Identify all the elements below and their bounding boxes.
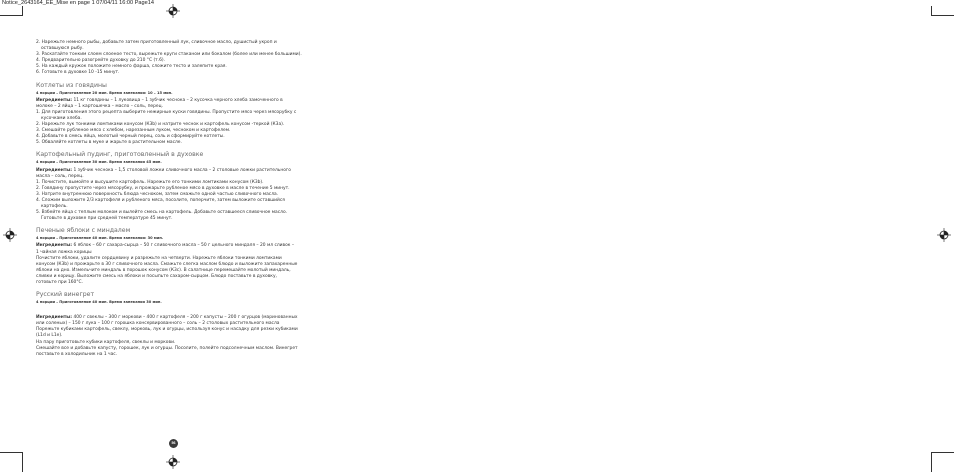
- step-line: 5. Взбейте яйца с теплым молоком и вылейте смесь на картофель. Добавьте оставшееся сливочное масло.: [36, 210, 288, 216]
- body-line: поставьте в холодильник на 1 час.: [36, 351, 118, 357]
- body-line: Смешайте все и добавьте капусту, горошек, лук и огурцы. Посолите, полейте подсолнечным маслом. Винегрет: [36, 345, 298, 351]
- recipe-meta: 4 порции – Приготовление 40 мин. Время запекания 30 мин.: [36, 300, 162, 305]
- recipe-title: Котлеты из говядины: [36, 81, 107, 89]
- registration-mark-icon: [166, 4, 180, 18]
- recipe-title: Печеные яблоки с миндалем: [36, 227, 131, 235]
- body-line: Порежьте кубиками картофель, свеклу, морковь, лук и огурцы, используя конус и насадку для резки кубиками: [36, 327, 298, 333]
- step-line: 1. Почистите, вымойте и высушите картофель. Нарежьте его тонкими ломтиками конусом (К3b).: [36, 179, 264, 185]
- recipe-title: Картофельный пудинг, приготовленный в духовке: [36, 151, 204, 159]
- crop-mark: [931, 6, 932, 16]
- body-line: или соленых) – 150 г лука – 100 г горошка консервированного – соль – 2 столовых растительного масла: [36, 321, 280, 327]
- ingredients-text: 1 зубчик чеснока – 1,5 столовой ложки сливочного масла – 2 столовые ложки растительного: [73, 167, 291, 173]
- ingredients-label: Ингредиенты:: [36, 315, 73, 321]
- step-line: 3. Смешайте рубленое мясо с хлебом, нарезанным луком, чесноком и картофелем.: [36, 128, 231, 134]
- ingredients-text: 11 кг говядины – 1 луковица – 1 зубчик чеснока – 2 кусочка черного хлеба замоченного в: [73, 97, 283, 103]
- recipe-meta: 4 порции – Приготовление 20 мин. Время запекания: 10 – 15 мин.: [36, 90, 173, 95]
- ingredients-continued: 1 чайная ложка корицы: [36, 249, 92, 255]
- ingredients-label: Ингредиенты:: [36, 97, 73, 103]
- registration-mark-icon: [166, 455, 180, 469]
- step-line: 4. Добавьте в смесь яйца, молотый черный перец, соль и сформируйте котлеты.: [36, 134, 225, 140]
- step-line: оставшуюся рыбу.: [41, 46, 84, 52]
- ingredients-label: Ингредиенты:: [36, 243, 73, 249]
- step-line: 4. Предварительно разогрейте духовку до 210 °C (т.6).: [36, 58, 166, 64]
- body-line: яблоки на дно. Измельчите миндаль в порошок конусом (К3c). В салатнице перемешайте молотый миндаль,: [36, 267, 291, 273]
- spacer: [36, 307, 328, 315]
- crop-mark: [931, 15, 954, 16]
- step-line: 3. Натрите внутреннюю поверхность блюда чесноком, затем смажьте одной частью сливочного масла.: [36, 191, 279, 197]
- ingredients-continued: масла – соль, перец.: [36, 173, 84, 179]
- registration-mark-icon: [3, 228, 17, 242]
- crop-mark: [22, 452, 23, 472]
- step-line: 4. Сложим выложите 2/3 картофеля и рубленого мяса, посолите, поперчите, затем выложите оставшийся: [36, 197, 285, 203]
- step-line: 2. Нарежьте немного рыбы, добавьте затем приготовленный лук, сливочное масло, душистый укроп и: [36, 40, 277, 45]
- ingredients-text: 400 г свеклы – 300 г моркови – 400 г картофеля – 200 г капусты – 200 г огурцов (маринованных: [73, 315, 298, 321]
- ingredients-text: 6 яблок – 60 г сахара-сырца – 50 г сливочного масла – 50 г цельного миндаля – 20 мл сливок –: [73, 243, 295, 249]
- body-line: На пару приготовьте кубики картофеля, свеклы и моркови.: [36, 339, 176, 345]
- print-slug-header: Notice_2643164_EE_Mise en page 1 07/04/11 16:00 Page14: [2, 0, 154, 6]
- crop-mark: [0, 15, 22, 16]
- crop-mark: [22, 6, 23, 16]
- step-line: 3. Раскатайте тонким слоем слоеное тесто, вырежьте круги стаканом или бокалом (более или менее большими).: [36, 52, 302, 58]
- recipe-russian-vinaigrette: [36, 291, 328, 358]
- step-line: 1. Для приготовления этого рецепта выберите нежирные куски говядины. Пропустите мясо через мясорубку с: [36, 109, 297, 115]
- step-line: 5. Обваляйте котлеты в муке и жарьте в растительном масле.: [36, 140, 182, 146]
- crop-mark: [0, 452, 22, 453]
- ingredients: [36, 243, 328, 249]
- body-line: готовьте при 160°С.: [36, 280, 84, 285]
- body-line: сливки и корицу. Выложите смесь на яблоки и посыпьте сахаром-сырцом. Блюдо поставьте в духовку,: [36, 273, 277, 279]
- ingredients: [36, 168, 328, 174]
- recipe-potato-pudding: [36, 151, 328, 222]
- recipe-title: Русский винегрет: [36, 291, 95, 299]
- crop-mark: [931, 452, 932, 472]
- step-line: картофель.: [41, 204, 68, 210]
- ingredients-label: Ингредиенты:: [36, 167, 73, 173]
- recipe-content: [36, 40, 328, 358]
- intro-steps: [36, 40, 328, 77]
- recipe-baked-apples: [36, 227, 328, 286]
- body-line: конусом (К3b) и прожарьте в 30 г сливочного масла. Смажьте слегка маслом блюдо и выложите запахаренные: [36, 261, 298, 267]
- step-line: 5. На каждый кружок положите немного фарша, сложите тесто и залепите края.: [36, 64, 227, 70]
- crop-mark: [931, 452, 954, 453]
- page-number-badge: 56: [169, 439, 178, 448]
- step-line: Готовьте в духовке при средней температуре 45 минут.: [41, 216, 173, 222]
- recipe-meta: 4 порции – Приготовление 30 мин. Время запекания 45 мин.: [36, 160, 162, 165]
- recipe-meta: 4 порции – Приготовление 40 мин. Время запекания: 30 мин.: [36, 236, 164, 241]
- step-line: 6. Готовьте в духовке 10 -15 минут.: [36, 70, 120, 76]
- recipe-meatballs: [36, 82, 328, 147]
- ingredients-continued: молоке – 2 яйца – 1 картошечка – масло – соль, перец.: [36, 103, 164, 109]
- step-line: кусочками хлеба.: [41, 115, 82, 121]
- registration-mark-icon: [937, 228, 951, 242]
- body-line: Почистите яблоки, удалите сердцевину и разрежьте на четверти. Нарежьте яблоки тонкими ломтиками: [36, 255, 282, 261]
- step-line: 2. Нарежьте лук тонкими ломтиками конусом (К3b) и натрите чеснок и картофель конусом -теркой (К3a).: [36, 122, 285, 128]
- step-line: 2. Говядину пропустите через мясорубку, и прожарьте рубленое мясо в духовке в масле в течение 5 минут.: [36, 185, 290, 191]
- body-line: (L1d и L1e).: [36, 333, 63, 339]
